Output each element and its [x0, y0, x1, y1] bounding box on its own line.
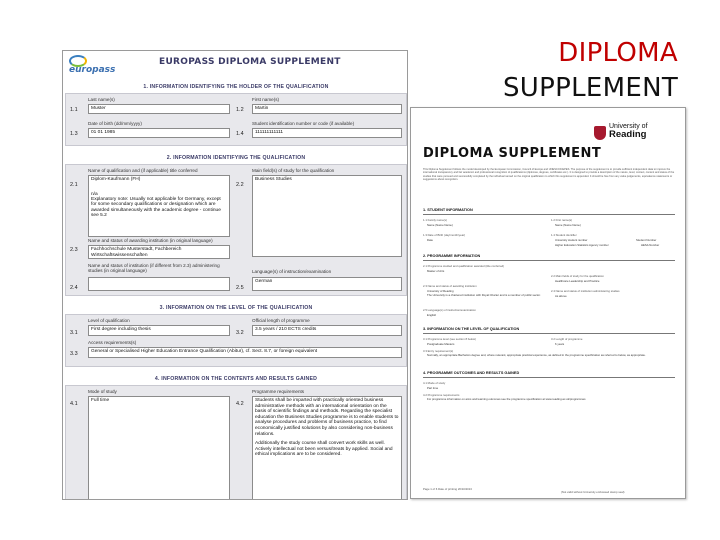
- university-name: University of Reading: [609, 123, 648, 140]
- last-name-field[interactable]: Muster: [88, 104, 230, 114]
- divider: [423, 377, 675, 378]
- page-footer: Page 1 of 6 Date of printing 20/10/2013: [423, 487, 472, 491]
- europass-logo-text: europass: [69, 65, 116, 75]
- qualification-name-field[interactable]: Diplom-Kaufmann (FH) n/a Explanatory note: Usually not applicable for Germany, except for some secondary qualifications or designation which are awarded simultaneously with the academic degree - continue see 5.2: [88, 175, 230, 237]
- section-1-heading: 1. INFORMATION IDENTIFYING THE HOLDER OF THE QUALIFICATION: [143, 84, 329, 90]
- slide-title-line2: SUPPLEMENT: [503, 73, 678, 103]
- student-information-heading: 1. STUDENT INFORMATION: [423, 208, 473, 212]
- language-of-instruction-field[interactable]: German: [252, 277, 402, 291]
- programme-outcomes-heading: 4. PROGRAMME OUTCOMES AND RESULTS GAINED: [423, 371, 520, 375]
- divider: [423, 214, 675, 215]
- main-field-of-study-field[interactable]: Business Studies: [252, 175, 402, 257]
- date-of-birth-field[interactable]: 01 01 1985: [88, 128, 230, 138]
- university-of-reading-supplement: University of Reading DIPLOMA SUPPLEMENT This Diploma Supplement follows the model developed by the European Commission, Council of Europe and UNESCO/CEPES. The purpose of the supplement is to provide sufficient independent data to improve the international transparency and fair academic and professional recognition of qualifications (diplomas, degrees, certificates etc.). It is designed to provide a description of the nature, level, context, content and status of the studies that were pursued and successfully completed by the individual named on the original qualification to which this supplement is appended. It should be free from any value judgements, equivalence statements or suggestions about recognition. 1. STUDENT INFORMATION 1.1 Family name(s) Name (Name Name) 1.2 First name(s) Name (Name Name) 1.3 Date of Birth (day/month/year) Date 1.4 Student identifier University student number Student Number Higher Education Statistics Agency number HESA Number 2. PROGRAMME INFORMATION 2.1 Programme studied and qualification awarded (title conferred) Master of Arts 2.2 Main fields of study for the qualification Healthcare Leadership and Practice 2.3 Name and status of awarding institution University of Reading The University is a chartered institution with Royal Charter and is a member of public sector. 2.4 Name and status of institution administering studies As above 2.5 Language(s) of instruction/examination English 3. INFORMATION ON THE LEVEL OF QUALIFICATION 3.1 Programme level (see section 8 below) Postgraduate Masters 3.2 Length of programme 6 years 3.3 Entry requirement(s) Normally, an appropriate Bachelors degree and, where relevant, appropriate practical experience, as defined in the programme specification as referred to below, as appropriate. 4. PROGRAMME OUTCOMES AND RESULTS GAINED 4.1 Mode of study Part time 4.2 Programme requirements For programme information on aims and learning outcomes see the programme specification at www.reading.ac.uk/programmes Page 1 of 6 Date of printing 20/10/2013 (Not valid without University embossed stamp seal): [410, 107, 686, 499]
- level-of-qualification-field[interactable]: First degree including thesis: [88, 325, 230, 336]
- university-crest-icon: [594, 126, 606, 140]
- section-3-level: 3.1 Level of qualification First degree including thesis 3.2 Official length of programme 3.5 years / 210 ECTS credits 3.3 Access requirements(s) General or Specialised Higher Education Entrance Qualification (Abitur), cf. Sect. 8.7, or foreign equivalent: [65, 314, 407, 367]
- section-1-holder: 1.1 Last name(s) Muster 1.2 First name(s) Martin 1.3 Date of birth (dd/mm/yyyy) 01 01 1985 1.4 Student identification number or code (if available) 111111111111: [65, 93, 407, 146]
- section-2-heading: 2. INFORMATION IDENTIFYING THE QUALIFICATION: [166, 155, 306, 161]
- validity-note: (Not valid without University embossed stamp seal): [561, 490, 625, 494]
- divider: [423, 260, 675, 261]
- section-2-qualification: 2.1 Name of qualification and (if applicable) title conferred Diplom-Kaufmann (FH) n/a Explanatory note: Usually not applicable for Germany, except for some secondary qualifications or designation which are awarded simultaneously with the academic degree - continue see 5.2 2.2 Main field(s) of study for the qualification Business Studies 2.3 Name and status of awarding institution (in original language) Fachhochschule Musterstadt, Fachbereich Wirtschaftswissenschaften 2.4 Name and status of institution (if different from 2.3) administering studies (in original language) 2.5 Language(s) of instruction/examination German: [65, 164, 407, 296]
- section-4-contents: 4.1 Mode of study Full time 4.2 Programme requirements Students shall be imparted with practically oriented business administrative methods with an international orientation on the basis of scientific findings and methods. Regarding the specialist education the Business Studies programme is to enable students to analyse procedures and problems of business practice, to find economically justified solutions by also considering non-business relations. Additionally the study course shall convert work skills as well. Actively intellectual not been versus/treats by applied. Social and ethical implications are to be considered.: [65, 385, 407, 500]
- mode-of-study-field[interactable]: Full time: [88, 396, 230, 500]
- programme-requirements-field[interactable]: Students shall be imparted with practically oriented business administrative methods with an international orientation on the basis of scientific findings and methods. Regarding the specialist education the Business Studies programme is to enable students to analyse procedures and problems of business practice, to find economically justified solutions by also considering non-business relations. Additionally the study course shall convert work skills as well. Actively intellectual not been versus/treats by applied. Social and ethical implications are to be considered.: [252, 396, 402, 500]
- access-requirements-field[interactable]: General or Specialised Higher Education Entrance Qualification (Abitur), cf. Sect. 8.7, or foreign equivalent: [88, 347, 402, 358]
- form-header: [63, 51, 408, 77]
- level-of-qualification-heading: 3. INFORMATION ON THE LEVEL OF QUALIFICATION: [423, 327, 520, 331]
- europass-logo: [67, 54, 116, 76]
- programme-information-heading: 2. PROGRAMME INFORMATION: [423, 254, 481, 258]
- length-of-programme-field[interactable]: 3.5 years / 210 ECTS credits: [252, 325, 402, 336]
- supplement-intro: This Diploma Supplement follows the model developed by the European Commission, Council of Europe and UNESCO/CEPES. The purpose of the supplement is to provide sufficient independent data to improve the international transparency and fair academic and professional recognition of qualifications (diplomas, degrees, certificates etc.). It is designed to provide a description of the nature, level, context, content and status of the studies that were pursued and successfully completed by the individual named on the original qualification to which this supplement is appended. It should be free from any value judgements, equivalence statements or suggestions about recognition.: [423, 168, 675, 181]
- section-4-heading: 4. INFORMATION ON THE CONTENTS AND RESULTS GAINED: [154, 376, 318, 382]
- awarding-institution-field[interactable]: Fachhochschule Musterstadt, Fachbereich Wirtschaftswissenschaften: [88, 245, 230, 259]
- section-3-heading: 3. INFORMATION ON THE LEVEL OF THE QUALIFICATION: [159, 305, 313, 311]
- slide-title: [503, 36, 678, 106]
- student-id-field[interactable]: 111111111111: [252, 128, 402, 138]
- europass-diploma-supplement-form: [62, 50, 408, 500]
- slide-title-line1: DIPLOMA: [558, 38, 678, 68]
- divider: [423, 333, 675, 334]
- form-title: EUROPASS DIPLOMA SUPPLEMENT: [159, 57, 341, 67]
- first-name-field[interactable]: Martin: [252, 104, 402, 114]
- administering-institution-field[interactable]: [88, 277, 230, 291]
- supplement-title: DIPLOMA SUPPLEMENT: [423, 146, 602, 161]
